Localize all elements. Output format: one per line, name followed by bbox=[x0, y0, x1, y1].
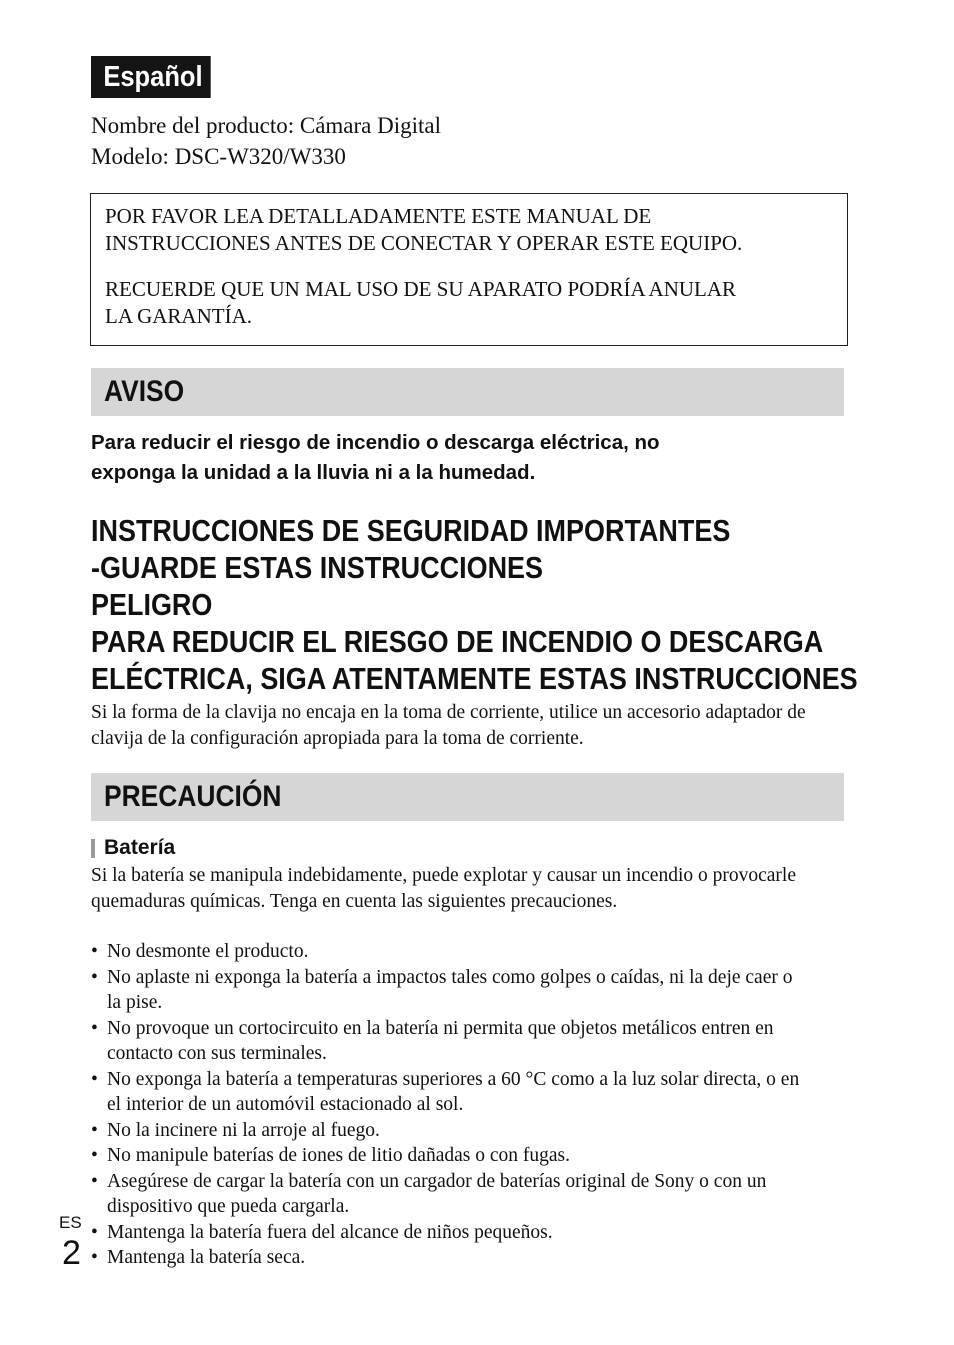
battery-precautions-list bbox=[91, 939, 851, 1271]
notice-paragraph-warranty bbox=[105, 276, 847, 330]
bullet-icon: • bbox=[91, 1170, 98, 1192]
list-item-line: No la incinere ni la arroje al fuego. bbox=[107, 1119, 380, 1141]
fire-warning-text bbox=[91, 428, 660, 488]
warranty-notice-box bbox=[90, 193, 848, 346]
notice-line: LA GARANTÍA. bbox=[105, 304, 252, 328]
product-name: Nombre del producto: Cámara Digital bbox=[91, 113, 442, 138]
list-item-line: Mantenga la batería seca. bbox=[107, 1247, 306, 1268]
list-item-line: el interior de un automóvil estacionado al sol. bbox=[107, 1094, 464, 1115]
subheading-marker bbox=[91, 839, 95, 858]
list-item-line: No desmonte el producto. bbox=[107, 941, 309, 962]
list-item bbox=[91, 1169, 851, 1220]
bullet-icon: • bbox=[91, 1119, 98, 1141]
page-number: 2 bbox=[62, 1234, 81, 1272]
list-item bbox=[91, 939, 851, 965]
notice-line: RECUERDE QUE UN MAL USO DE SU APARATO PODRÍA ANULAR bbox=[105, 277, 737, 301]
product-info bbox=[91, 110, 441, 172]
body-line: quemaduras químicas. Tenga en cuenta las siguientes precauciones. bbox=[91, 891, 618, 912]
section-title: AVISO bbox=[104, 375, 185, 408]
notice-line: POR FAVOR LEA DETALLADAMENTE ESTE MANUAL DE bbox=[105, 204, 652, 228]
body-line: Si la forma de la clavija no encaja en la toma de corriente, utilice un accesorio adaptador de bbox=[91, 702, 806, 723]
list-item bbox=[91, 965, 851, 1016]
bullet-icon: • bbox=[91, 966, 98, 988]
battery-subheading bbox=[91, 834, 175, 862]
safety-instructions-heading bbox=[91, 512, 858, 697]
list-item-line: contacto con sus terminales. bbox=[107, 1043, 327, 1064]
bullet-icon: • bbox=[91, 1017, 98, 1039]
list-item-line: No exponga la batería a temperaturas superiores a 60 °C como a la luz solar directa, o en bbox=[107, 1068, 800, 1090]
bullet-icon: • bbox=[91, 1145, 98, 1166]
heading-line: PELIGRO bbox=[91, 587, 213, 622]
warning-line: exponga la unidad a la lluvia ni a la humedad. bbox=[91, 461, 536, 484]
list-item-line: Mantenga la batería fuera del alcance de niños pequeños. bbox=[107, 1221, 553, 1243]
section-title: PRECAUCIÓN bbox=[104, 780, 282, 813]
section-header-aviso bbox=[91, 368, 844, 416]
list-item bbox=[91, 1067, 851, 1118]
list-item-line: No provoque un cortocircuito en la batería ni permita que objetos metálicos entren en bbox=[107, 1017, 774, 1039]
list-item bbox=[91, 1016, 851, 1067]
product-model: Modelo: DSC-W320/W330 bbox=[91, 144, 346, 169]
body-line: Si la batería se manipula indebidamente, puede explotar y causar un incendio o provocarle bbox=[91, 865, 796, 886]
body-line: clavija de la configuración apropiada para la toma de corriente. bbox=[91, 728, 584, 749]
bullet-icon: • bbox=[91, 1247, 98, 1268]
list-item bbox=[91, 1143, 851, 1169]
heading-line: INSTRUCCIONES DE SEGURIDAD IMPORTANTES bbox=[91, 513, 731, 548]
language-tab: Español bbox=[91, 56, 211, 98]
list-item-line: la pise. bbox=[107, 992, 163, 1013]
notice-line: INSTRUCCIONES ANTES DE CONECTAR Y OPERAR ESTE EQUIPO. bbox=[105, 231, 743, 255]
list-item-line: dispositivo que pueda cargarla. bbox=[107, 1196, 350, 1217]
plug-adapter-text bbox=[91, 700, 806, 752]
heading-line: PARA REDUCIR EL RIESGO DE INCENDIO O DESCARGA bbox=[91, 624, 824, 659]
battery-intro-text bbox=[91, 863, 796, 915]
heading-line: ELÉCTRICA, SIGA ATENTAMENTE ESTAS INSTRUCCIONES bbox=[91, 661, 858, 696]
list-item bbox=[91, 1118, 851, 1144]
subheading-label: Batería bbox=[104, 836, 176, 859]
list-item bbox=[91, 1245, 851, 1271]
heading-line: -GUARDE ESTAS INSTRUCCIONES bbox=[91, 550, 544, 585]
section-header-precaucion bbox=[91, 773, 844, 821]
list-item bbox=[91, 1220, 851, 1246]
list-item-line: Asegúrese de cargar la batería con un cargador de baterías original de Sony o con un bbox=[107, 1170, 767, 1192]
list-item-line: No manipule baterías de iones de litio dañadas o con fugas. bbox=[107, 1145, 570, 1166]
list-item-line: No aplaste ni exponga la batería a impactos tales como golpes o caídas, ni la deje caer o bbox=[107, 966, 793, 988]
bullet-icon: • bbox=[91, 941, 98, 962]
notice-paragraph-read-manual bbox=[105, 203, 847, 257]
warning-line: Para reducir el riesgo de incendio o descarga eléctrica, no bbox=[91, 431, 660, 454]
bullet-icon: • bbox=[91, 1221, 98, 1243]
bullet-icon: • bbox=[91, 1068, 98, 1090]
page-language-code: ES bbox=[59, 1213, 82, 1232]
